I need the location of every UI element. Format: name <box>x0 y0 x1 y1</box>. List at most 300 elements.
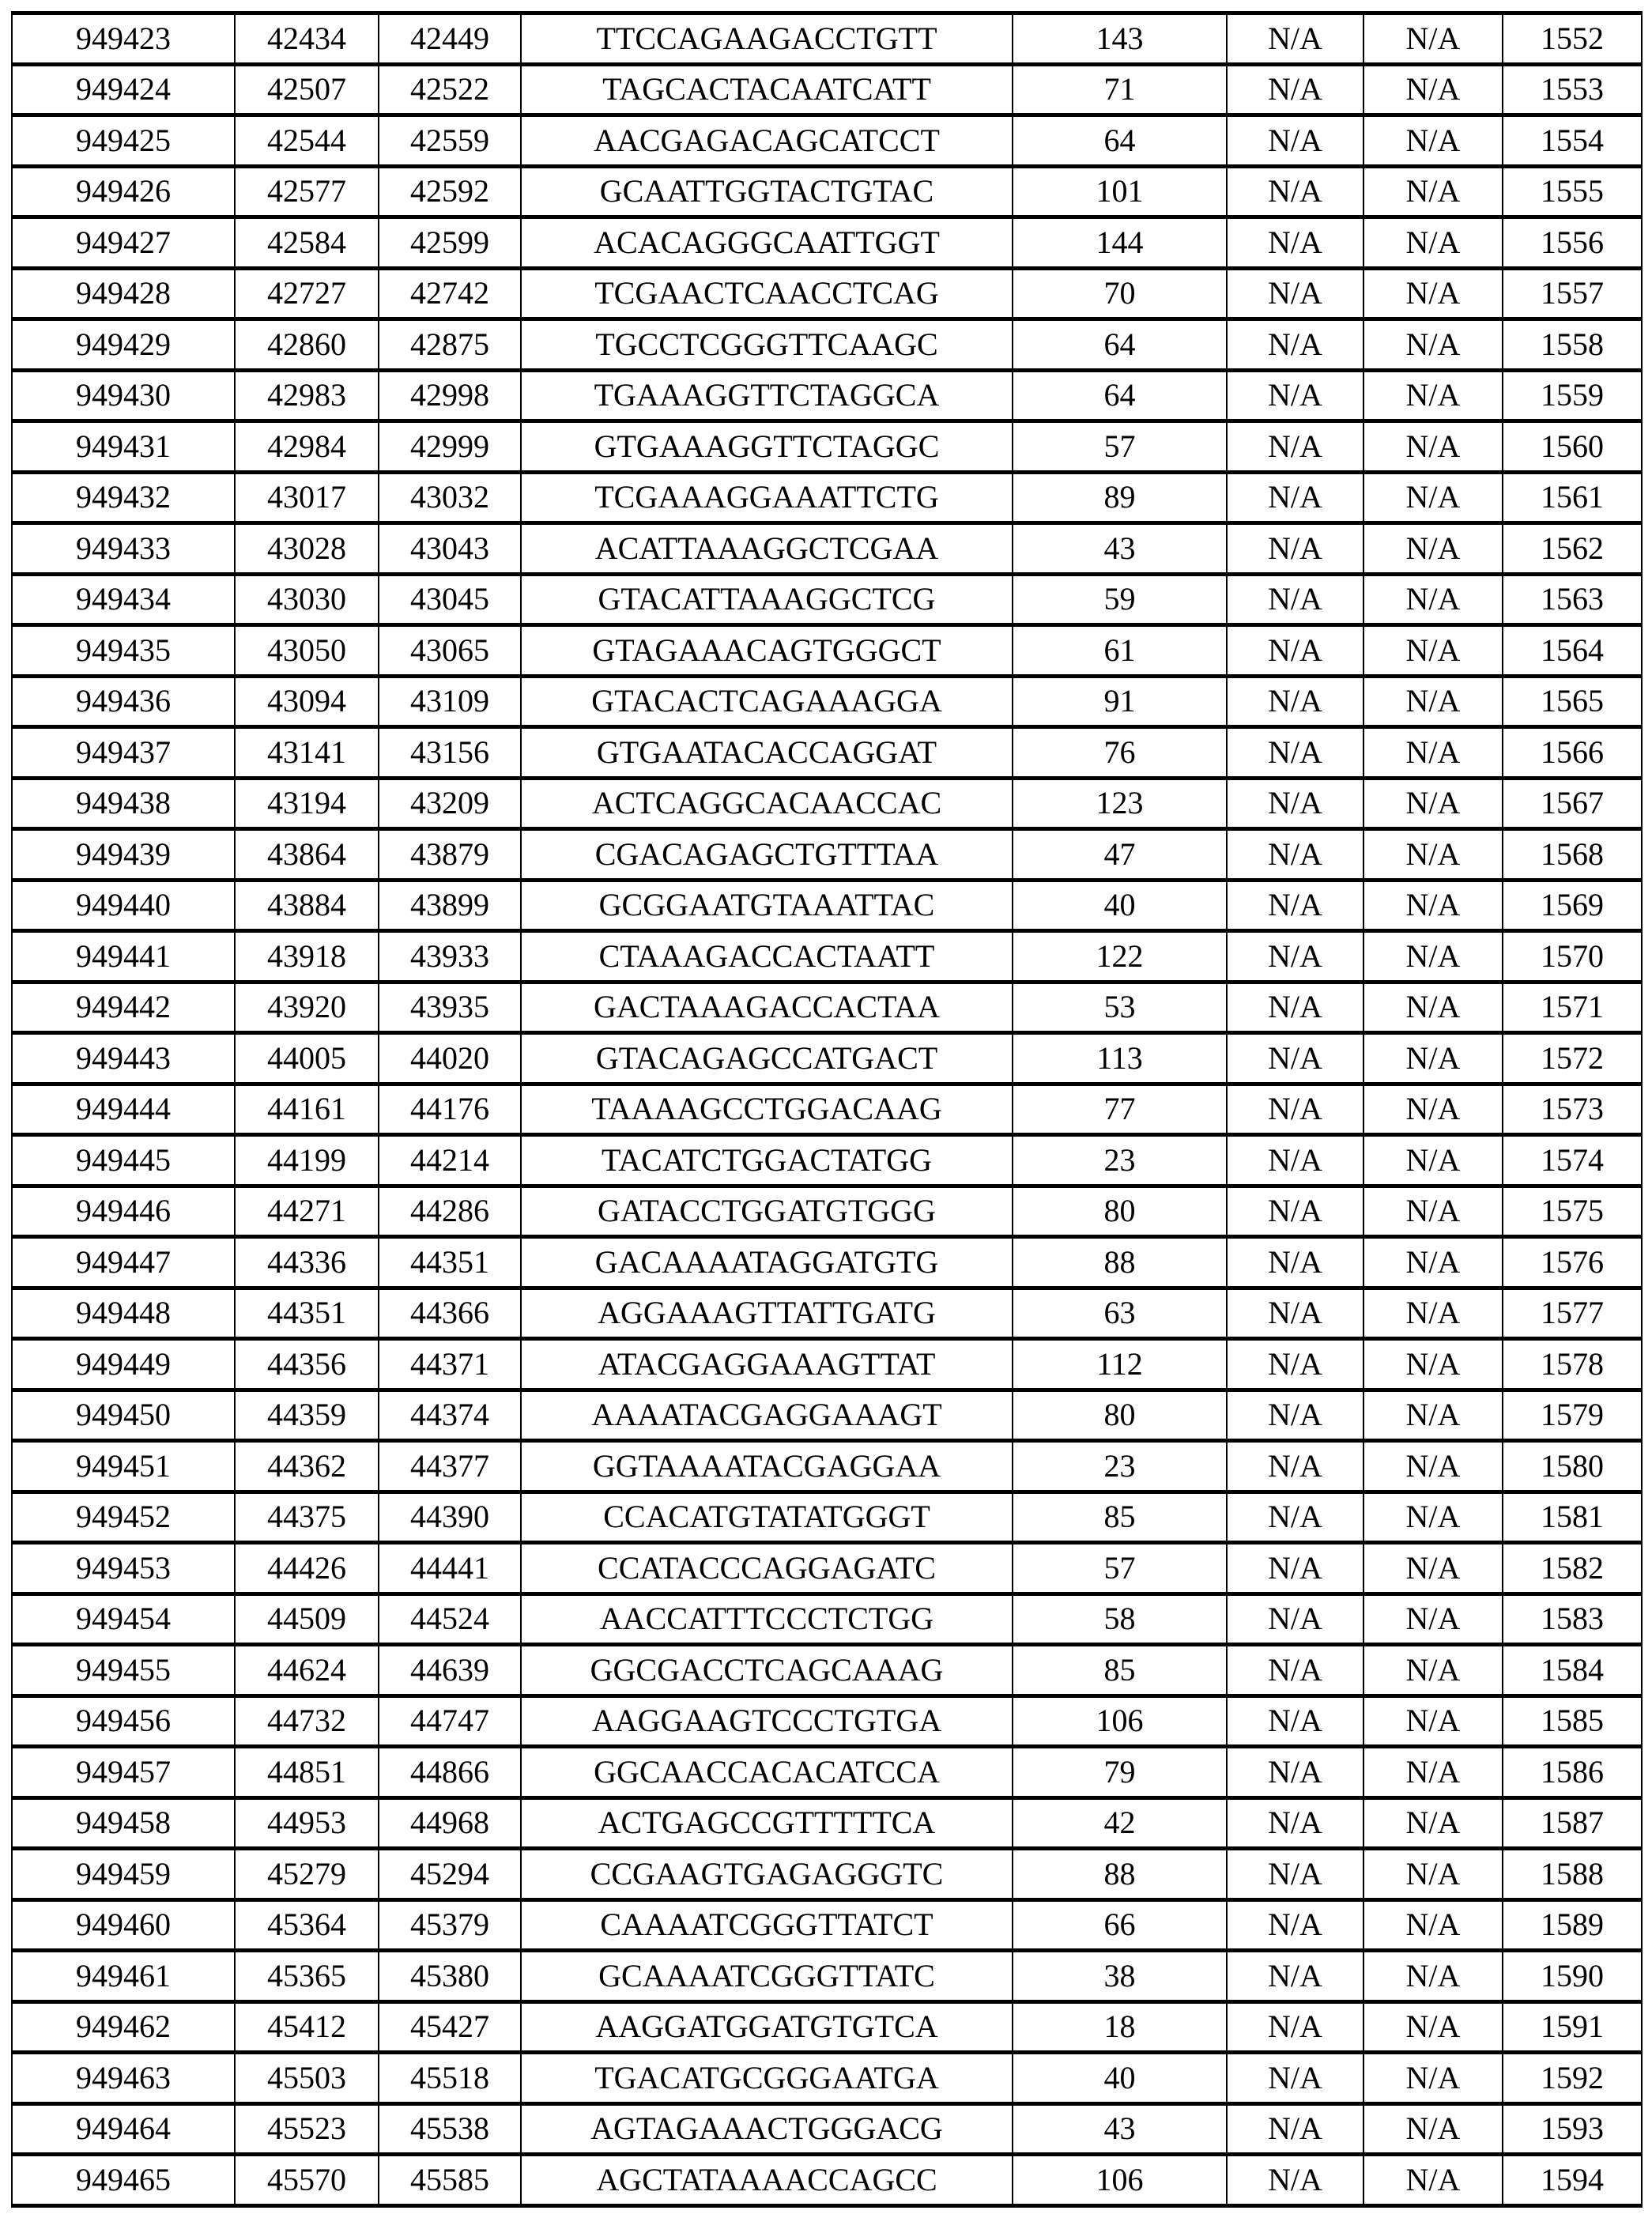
na-cell-1: N/A <box>1227 2001 1363 2053</box>
start-site-cell: 44375 <box>235 1492 379 1543</box>
na-cell-2: N/A <box>1363 1951 1503 2002</box>
compound-id-cell: 949455 <box>12 1645 235 1696</box>
table-row <box>12 1695 1642 1747</box>
compound-id-cell: 949460 <box>12 1899 235 1951</box>
start-site-cell: 44005 <box>235 1033 379 1084</box>
table-row <box>12 1441 1642 1492</box>
table-row <box>12 1797 1642 1849</box>
na-cell-2: N/A <box>1363 2001 1503 2053</box>
seq-id-cell: 1582 <box>1503 1543 1642 1594</box>
table-row <box>12 1594 1642 1645</box>
sequence-cell: TCGAACTCAACCTCAG <box>521 268 1013 319</box>
na-cell-1: N/A <box>1227 1084 1363 1135</box>
na-cell-2: N/A <box>1363 931 1503 983</box>
stop-site-cell: 44020 <box>379 1033 521 1084</box>
na-cell-2: N/A <box>1363 1441 1503 1492</box>
start-site-cell: 44851 <box>235 1747 379 1798</box>
stop-site-cell: 44371 <box>379 1339 521 1390</box>
sequence-cell: CAAAATCGGGTTATCT <box>521 1899 1013 1951</box>
na-cell-1: N/A <box>1227 1849 1363 1900</box>
value-cell: 43 <box>1013 2103 1227 2155</box>
value-cell: 23 <box>1013 1135 1227 1186</box>
na-cell-1: N/A <box>1227 13 1363 65</box>
seq-id-cell: 1588 <box>1503 1849 1642 1900</box>
stop-site-cell: 44286 <box>379 1186 521 1237</box>
table-row <box>12 1186 1642 1237</box>
start-site-cell: 42434 <box>235 13 379 65</box>
start-site-cell: 43920 <box>235 982 379 1033</box>
compound-id-cell: 949428 <box>12 268 235 319</box>
table-row <box>12 2053 1642 2104</box>
compound-id-cell: 949465 <box>12 2155 235 2206</box>
value-cell: 123 <box>1013 778 1227 829</box>
start-site-cell: 45412 <box>235 2001 379 2053</box>
sequence-cell: TACATCTGGACTATGG <box>521 1135 1013 1186</box>
na-cell-1: N/A <box>1227 268 1363 319</box>
seq-id-cell: 1568 <box>1503 829 1642 881</box>
seq-id-cell: 1580 <box>1503 1441 1642 1492</box>
na-cell-2: N/A <box>1363 982 1503 1033</box>
na-cell-1: N/A <box>1227 982 1363 1033</box>
na-cell-2: N/A <box>1363 1645 1503 1696</box>
table-row <box>12 1135 1642 1186</box>
table-row <box>12 1951 1642 2002</box>
table-row <box>12 268 1642 319</box>
compound-id-cell: 949453 <box>12 1543 235 1594</box>
value-cell: 38 <box>1013 1951 1227 2002</box>
stop-site-cell: 43032 <box>379 472 521 523</box>
seq-id-cell: 1572 <box>1503 1033 1642 1084</box>
value-cell: 57 <box>1013 421 1227 473</box>
seq-id-cell: 1577 <box>1503 1288 1642 1339</box>
start-site-cell: 43194 <box>235 778 379 829</box>
table-row <box>12 115 1642 167</box>
na-cell-1: N/A <box>1227 1543 1363 1594</box>
start-site-cell: 44362 <box>235 1441 379 1492</box>
sequence-cell: GTACACTCAGAAAGGA <box>521 676 1013 727</box>
sequence-cell: AAGGATGGATGTGTCA <box>521 2001 1013 2053</box>
start-site-cell: 45523 <box>235 2103 379 2155</box>
sequence-cell: CGACAGAGCTGTTTAA <box>521 829 1013 881</box>
na-cell-2: N/A <box>1363 64 1503 115</box>
start-site-cell: 44426 <box>235 1543 379 1594</box>
na-cell-2: N/A <box>1363 2155 1503 2206</box>
value-cell: 89 <box>1013 472 1227 523</box>
sequence-cell: GCAAAATCGGGTTATC <box>521 1951 1013 2002</box>
na-cell-1: N/A <box>1227 1237 1363 1288</box>
compound-id-cell: 949424 <box>12 64 235 115</box>
sequence-cell: GTGAAAGGTTCTAGGC <box>521 421 1013 473</box>
table-row <box>12 13 1642 65</box>
stop-site-cell: 45538 <box>379 2103 521 2155</box>
na-cell-2: N/A <box>1363 2103 1503 2155</box>
table-row <box>12 421 1642 473</box>
na-cell-1: N/A <box>1227 778 1363 829</box>
seq-id-cell: 1563 <box>1503 574 1642 625</box>
sequence-cell: AGCTATAAAACCAGCC <box>521 2155 1013 2206</box>
table-row <box>12 727 1642 779</box>
seq-id-cell: 1571 <box>1503 982 1642 1033</box>
value-cell: 23 <box>1013 1441 1227 1492</box>
na-cell-2: N/A <box>1363 13 1503 65</box>
seq-id-cell: 1569 <box>1503 880 1642 931</box>
na-cell-2: N/A <box>1363 574 1503 625</box>
na-cell-2: N/A <box>1363 1033 1503 1084</box>
na-cell-2: N/A <box>1363 472 1503 523</box>
start-site-cell: 43017 <box>235 472 379 523</box>
seq-id-cell: 1565 <box>1503 676 1642 727</box>
sequence-cell: ACTGAGCCGTTTTTCA <box>521 1797 1013 1849</box>
stop-site-cell: 42999 <box>379 421 521 473</box>
na-cell-1: N/A <box>1227 1339 1363 1390</box>
na-cell-2: N/A <box>1363 676 1503 727</box>
compound-id-cell: 949434 <box>12 574 235 625</box>
value-cell: 143 <box>1013 13 1227 65</box>
seq-id-cell: 1592 <box>1503 2053 1642 2104</box>
value-cell: 88 <box>1013 1849 1227 1900</box>
oligo-data-table <box>11 11 1643 2208</box>
table-row <box>12 1543 1642 1594</box>
value-cell: 59 <box>1013 574 1227 625</box>
start-site-cell: 44624 <box>235 1645 379 1696</box>
na-cell-1: N/A <box>1227 64 1363 115</box>
sequence-cell: AGGAAAGTTATTGATG <box>521 1288 1013 1339</box>
na-cell-1: N/A <box>1227 217 1363 269</box>
seq-id-cell: 1583 <box>1503 1594 1642 1645</box>
na-cell-1: N/A <box>1227 1033 1363 1084</box>
na-cell-1: N/A <box>1227 829 1363 881</box>
sequence-cell: TAGCACTACAATCATT <box>521 64 1013 115</box>
start-site-cell: 42507 <box>235 64 379 115</box>
sequence-cell: GTGAATACACCAGGAT <box>521 727 1013 779</box>
sequence-cell: GGTAAAATACGAGGAA <box>521 1441 1013 1492</box>
na-cell-2: N/A <box>1363 1237 1503 1288</box>
compound-id-cell: 949445 <box>12 1135 235 1186</box>
seq-id-cell: 1575 <box>1503 1186 1642 1237</box>
seq-id-cell: 1589 <box>1503 1899 1642 1951</box>
table-row <box>12 1237 1642 1288</box>
sequence-cell: AACCATTTCCCTCTGG <box>521 1594 1013 1645</box>
start-site-cell: 43141 <box>235 727 379 779</box>
value-cell: 80 <box>1013 1186 1227 1237</box>
sequence-cell: GATACCTGGATGTGGG <box>521 1186 1013 1237</box>
seq-id-cell: 1562 <box>1503 523 1642 575</box>
stop-site-cell: 42742 <box>379 268 521 319</box>
value-cell: 42 <box>1013 1797 1227 1849</box>
value-cell: 106 <box>1013 1695 1227 1747</box>
value-cell: 40 <box>1013 2053 1227 2104</box>
value-cell: 85 <box>1013 1645 1227 1696</box>
stop-site-cell: 45427 <box>379 2001 521 2053</box>
seq-id-cell: 1566 <box>1503 727 1642 779</box>
seq-id-cell: 1554 <box>1503 115 1642 167</box>
stop-site-cell: 44214 <box>379 1135 521 1186</box>
stop-site-cell: 44968 <box>379 1797 521 1849</box>
value-cell: 112 <box>1013 1339 1227 1390</box>
na-cell-2: N/A <box>1363 1186 1503 1237</box>
na-cell-2: N/A <box>1363 166 1503 217</box>
compound-id-cell: 949437 <box>12 727 235 779</box>
table-row <box>12 1339 1642 1390</box>
value-cell: 57 <box>1013 1543 1227 1594</box>
value-cell: 53 <box>1013 982 1227 1033</box>
na-cell-1: N/A <box>1227 1441 1363 1492</box>
stop-site-cell: 44374 <box>379 1390 521 1441</box>
table-row <box>12 166 1642 217</box>
na-cell-2: N/A <box>1363 1899 1503 1951</box>
start-site-cell: 44732 <box>235 1695 379 1747</box>
value-cell: 79 <box>1013 1747 1227 1798</box>
compound-id-cell: 949440 <box>12 880 235 931</box>
na-cell-2: N/A <box>1363 268 1503 319</box>
table-row <box>12 1390 1642 1441</box>
start-site-cell: 42544 <box>235 115 379 167</box>
table-row <box>12 523 1642 575</box>
seq-id-cell: 1567 <box>1503 778 1642 829</box>
compound-id-cell: 949441 <box>12 931 235 983</box>
stop-site-cell: 44747 <box>379 1695 521 1747</box>
value-cell: 106 <box>1013 2155 1227 2206</box>
value-cell: 66 <box>1013 1899 1227 1951</box>
na-cell-1: N/A <box>1227 2103 1363 2155</box>
table-row <box>12 217 1642 269</box>
start-site-cell: 45503 <box>235 2053 379 2104</box>
na-cell-1: N/A <box>1227 166 1363 217</box>
na-cell-1: N/A <box>1227 421 1363 473</box>
seq-id-cell: 1557 <box>1503 268 1642 319</box>
stop-site-cell: 45380 <box>379 1951 521 2002</box>
value-cell: 76 <box>1013 727 1227 779</box>
sequence-cell: GACAAAATAGGATGTG <box>521 1237 1013 1288</box>
na-cell-1: N/A <box>1227 2155 1363 2206</box>
sequence-cell: TAAAAGCCTGGACAAG <box>521 1084 1013 1135</box>
table-row <box>12 1492 1642 1543</box>
na-cell-1: N/A <box>1227 370 1363 421</box>
stop-site-cell: 42522 <box>379 64 521 115</box>
compound-id-cell: 949451 <box>12 1441 235 1492</box>
start-site-cell: 44351 <box>235 1288 379 1339</box>
seq-id-cell: 1558 <box>1503 319 1642 371</box>
stop-site-cell: 43933 <box>379 931 521 983</box>
seq-id-cell: 1590 <box>1503 1951 1642 2002</box>
start-site-cell: 44953 <box>235 1797 379 1849</box>
value-cell: 91 <box>1013 676 1227 727</box>
sequence-cell: ACTCAGGCACAACCAC <box>521 778 1013 829</box>
stop-site-cell: 44524 <box>379 1594 521 1645</box>
table-row <box>12 982 1642 1033</box>
seq-id-cell: 1579 <box>1503 1390 1642 1441</box>
stop-site-cell: 42559 <box>379 115 521 167</box>
sequence-cell: TTCCAGAAGACCTGTT <box>521 13 1013 65</box>
table-row <box>12 1645 1642 1696</box>
seq-id-cell: 1555 <box>1503 166 1642 217</box>
table-row <box>12 829 1642 881</box>
stop-site-cell: 45518 <box>379 2053 521 2104</box>
sequence-cell: GGCGACCTCAGCAAAG <box>521 1645 1013 1696</box>
seq-id-cell: 1560 <box>1503 421 1642 473</box>
sequence-cell: AAAATACGAGGAAAGT <box>521 1390 1013 1441</box>
start-site-cell: 44271 <box>235 1186 379 1237</box>
table-row <box>12 2103 1642 2155</box>
table-body <box>12 13 1642 2206</box>
compound-id-cell: 949464 <box>12 2103 235 2155</box>
value-cell: 64 <box>1013 370 1227 421</box>
seq-id-cell: 1564 <box>1503 625 1642 677</box>
na-cell-2: N/A <box>1363 217 1503 269</box>
table-row <box>12 625 1642 677</box>
compound-id-cell: 949443 <box>12 1033 235 1084</box>
stop-site-cell: 43879 <box>379 829 521 881</box>
na-cell-2: N/A <box>1363 523 1503 575</box>
compound-id-cell: 949456 <box>12 1695 235 1747</box>
start-site-cell: 44356 <box>235 1339 379 1390</box>
sequence-cell: ACACAGGGCAATTGGT <box>521 217 1013 269</box>
start-site-cell: 43028 <box>235 523 379 575</box>
value-cell: 113 <box>1013 1033 1227 1084</box>
compound-id-cell: 949444 <box>12 1084 235 1135</box>
start-site-cell: 43030 <box>235 574 379 625</box>
value-cell: 63 <box>1013 1288 1227 1339</box>
sequence-cell: GCAATTGGTACTGTAC <box>521 166 1013 217</box>
na-cell-1: N/A <box>1227 1747 1363 1798</box>
na-cell-1: N/A <box>1227 1645 1363 1696</box>
na-cell-2: N/A <box>1363 727 1503 779</box>
na-cell-1: N/A <box>1227 1594 1363 1645</box>
start-site-cell: 44509 <box>235 1594 379 1645</box>
compound-id-cell: 949425 <box>12 115 235 167</box>
seq-id-cell: 1574 <box>1503 1135 1642 1186</box>
stop-site-cell: 43109 <box>379 676 521 727</box>
na-cell-2: N/A <box>1363 1695 1503 1747</box>
stop-site-cell: 42599 <box>379 217 521 269</box>
table-row <box>12 64 1642 115</box>
value-cell: 71 <box>1013 64 1227 115</box>
start-site-cell: 44161 <box>235 1084 379 1135</box>
value-cell: 144 <box>1013 217 1227 269</box>
sequence-cell: CCGAAGTGAGAGGGTC <box>521 1849 1013 1900</box>
na-cell-1: N/A <box>1227 472 1363 523</box>
table-row <box>12 1084 1642 1135</box>
na-cell-2: N/A <box>1363 1492 1503 1543</box>
table-row <box>12 880 1642 931</box>
start-site-cell: 45365 <box>235 1951 379 2002</box>
seq-id-cell: 1581 <box>1503 1492 1642 1543</box>
sequence-cell: AACGAGACAGCATCCT <box>521 115 1013 167</box>
na-cell-1: N/A <box>1227 319 1363 371</box>
na-cell-2: N/A <box>1363 1797 1503 1849</box>
start-site-cell: 44199 <box>235 1135 379 1186</box>
na-cell-2: N/A <box>1363 2053 1503 2104</box>
seq-id-cell: 1591 <box>1503 2001 1642 2053</box>
value-cell: 47 <box>1013 829 1227 881</box>
start-site-cell: 42727 <box>235 268 379 319</box>
table-row <box>12 370 1642 421</box>
stop-site-cell: 42998 <box>379 370 521 421</box>
start-site-cell: 42983 <box>235 370 379 421</box>
compound-id-cell: 949459 <box>12 1849 235 1900</box>
na-cell-2: N/A <box>1363 370 1503 421</box>
sequence-cell: GTACAGAGCCATGACT <box>521 1033 1013 1084</box>
na-cell-1: N/A <box>1227 523 1363 575</box>
stop-site-cell: 43899 <box>379 880 521 931</box>
compound-id-cell: 949463 <box>12 2053 235 2104</box>
na-cell-1: N/A <box>1227 1797 1363 1849</box>
compound-id-cell: 949429 <box>12 319 235 371</box>
seq-id-cell: 1552 <box>1503 13 1642 65</box>
value-cell: 122 <box>1013 931 1227 983</box>
na-cell-2: N/A <box>1363 1747 1503 1798</box>
compound-id-cell: 949448 <box>12 1288 235 1339</box>
compound-id-cell: 949423 <box>12 13 235 65</box>
sequence-cell: TGAAAGGTTCTAGGCA <box>521 370 1013 421</box>
na-cell-2: N/A <box>1363 1390 1503 1441</box>
start-site-cell: 43918 <box>235 931 379 983</box>
table-row <box>12 2155 1642 2206</box>
na-cell-2: N/A <box>1363 880 1503 931</box>
start-site-cell: 45364 <box>235 1899 379 1951</box>
sequence-cell: AAGGAAGTCCCTGTGA <box>521 1695 1013 1747</box>
na-cell-1: N/A <box>1227 115 1363 167</box>
sequence-cell: CTAAAGACCACTAATT <box>521 931 1013 983</box>
compound-id-cell: 949449 <box>12 1339 235 1390</box>
compound-id-cell: 949432 <box>12 472 235 523</box>
na-cell-1: N/A <box>1227 880 1363 931</box>
sequence-cell: TCGAAAGGAAATTCTG <box>521 472 1013 523</box>
seq-id-cell: 1593 <box>1503 2103 1642 2155</box>
sequence-cell: GACTAAAGACCACTAA <box>521 982 1013 1033</box>
na-cell-2: N/A <box>1363 115 1503 167</box>
na-cell-1: N/A <box>1227 2053 1363 2104</box>
stop-site-cell: 44366 <box>379 1288 521 1339</box>
compound-id-cell: 949435 <box>12 625 235 677</box>
table-row <box>12 472 1642 523</box>
sequence-cell: ACATTAAAGGCTCGAA <box>521 523 1013 575</box>
na-cell-1: N/A <box>1227 1288 1363 1339</box>
na-cell-1: N/A <box>1227 676 1363 727</box>
stop-site-cell: 43043 <box>379 523 521 575</box>
table-row <box>12 319 1642 371</box>
start-site-cell: 44336 <box>235 1237 379 1288</box>
seq-id-cell: 1570 <box>1503 931 1642 983</box>
seq-id-cell: 1553 <box>1503 64 1642 115</box>
compound-id-cell: 949438 <box>12 778 235 829</box>
table-row <box>12 1899 1642 1951</box>
stop-site-cell: 44377 <box>379 1441 521 1492</box>
start-site-cell: 42860 <box>235 319 379 371</box>
compound-id-cell: 949458 <box>12 1797 235 1849</box>
sequence-cell: AGTAGAAACTGGGACG <box>521 2103 1013 2155</box>
start-site-cell: 42984 <box>235 421 379 473</box>
seq-id-cell: 1587 <box>1503 1797 1642 1849</box>
na-cell-1: N/A <box>1227 625 1363 677</box>
value-cell: 61 <box>1013 625 1227 677</box>
start-site-cell: 44359 <box>235 1390 379 1441</box>
seq-id-cell: 1559 <box>1503 370 1642 421</box>
stop-site-cell: 42875 <box>379 319 521 371</box>
na-cell-2: N/A <box>1363 778 1503 829</box>
compound-id-cell: 949430 <box>12 370 235 421</box>
compound-id-cell: 949450 <box>12 1390 235 1441</box>
sequence-cell: ATACGAGGAAAGTTAT <box>521 1339 1013 1390</box>
stop-site-cell: 44176 <box>379 1084 521 1135</box>
seq-id-cell: 1578 <box>1503 1339 1642 1390</box>
na-cell-2: N/A <box>1363 1084 1503 1135</box>
stop-site-cell: 43209 <box>379 778 521 829</box>
start-site-cell: 43094 <box>235 676 379 727</box>
na-cell-1: N/A <box>1227 1899 1363 1951</box>
compound-id-cell: 949447 <box>12 1237 235 1288</box>
stop-site-cell: 42449 <box>379 13 521 65</box>
